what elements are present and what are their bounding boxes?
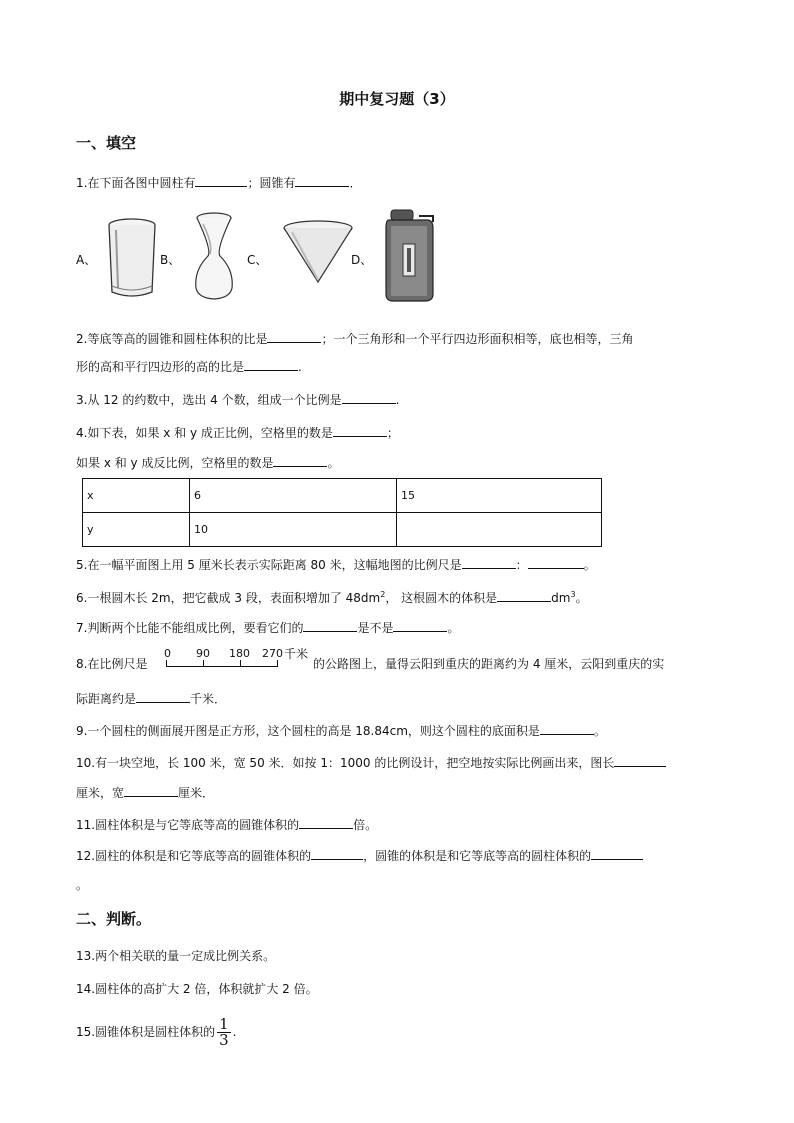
figure-label-c: C、	[247, 253, 268, 267]
question-11: 11.圆柱体积是与它等底等高的圆锥体积的 倍。	[76, 818, 378, 832]
answer-blank	[333, 424, 387, 437]
question-10-line-2: 厘米，宽 厘米．	[76, 786, 215, 800]
table-row	[83, 513, 602, 547]
section-heading-fill-blank: 一、填空	[76, 134, 137, 152]
answer-blank	[497, 589, 551, 602]
figure-label-d: D、	[351, 253, 373, 267]
cone-image	[280, 218, 356, 284]
answer-blank	[136, 690, 190, 703]
question-14: 14.圆柱体的高扩大 2 倍，体积就扩大 2 倍。	[76, 982, 318, 996]
answer-blank	[342, 391, 396, 404]
answer-blank	[591, 847, 643, 860]
answer-blank	[311, 847, 363, 860]
question-13: 13.两个相关联的量一定成比例关系。	[76, 949, 276, 963]
answer-blank	[393, 619, 447, 632]
answer-blank	[124, 784, 178, 797]
question-5: 5.在一幅平面图上用 5 厘米长表示实际距离 80 米，这幅地图的比例尺是 ： 。	[76, 558, 596, 572]
question-1: 1.在下面各图中圆柱有 ；圆锥有 ．	[76, 176, 362, 190]
answer-blank	[540, 722, 594, 735]
answer-blank	[244, 358, 298, 371]
cylinder-glass-image	[104, 216, 160, 302]
question-15: 15.圆锥体积是圆柱体积的 $\frac{1}{3}$ .	[76, 1015, 237, 1049]
answer-blank	[267, 330, 321, 343]
question-8-line-1-end: 的公路图上，量得云阳到重庆的距离约为 4 厘米，云阳到重庆的实	[313, 657, 665, 671]
question-3: 3.从 12 的约数中，选出 4 个数，组成一个比例是 .	[76, 393, 400, 407]
xy-table	[82, 478, 602, 547]
question-6: 6.一根圆木长 2m，把它截成 3 段，表面积增加了 $48dm^2$， 这根圆木的体积是 $dm^3$。	[76, 590, 588, 605]
answer-blank	[614, 754, 666, 767]
answer-blank	[528, 556, 584, 569]
answer-blank	[195, 174, 247, 187]
question-10-line-1: 10.有一块空地，长 100 米，宽 50 米．如按 1：1000 的比例设计，把空地按实际比例画出来，图长	[76, 754, 666, 771]
table-cell	[397, 513, 602, 547]
vase-image	[186, 210, 242, 302]
fraction-one-third: $\frac{1}{3}$	[219, 1015, 229, 1049]
question-12-line-1: 12.圆柱的体积是和它等底等高的圆锥体积的 ，圆锥的体积是和它等底等高的圆柱体积的	[76, 847, 643, 864]
answer-blank	[273, 454, 327, 467]
scale-bar: 0 90 180 270 千米	[158, 646, 318, 676]
figure-label-a: A、	[76, 253, 97, 267]
question-9: 9.一个圆柱的侧面展开图是正方形，这个圆柱的高是 18.84cm，则这个圆柱的底面积是 。	[76, 724, 606, 738]
question-12-line-2: 。	[76, 878, 89, 892]
figure-label-b: B、	[160, 253, 181, 267]
table-cell: 10	[190, 513, 397, 547]
question-7: 7.判断两个比能不能组成比例，要看它们的 是不是 。	[76, 621, 460, 635]
question-8-line-2: 际距离约是 千米．	[76, 692, 227, 706]
page-title: 期中复习题（3）	[339, 90, 455, 108]
section-heading-true-false: 二、判断。	[76, 910, 152, 928]
thermos-image	[383, 206, 437, 304]
question-2-line-2: 形的高和平行四边形的高的比是 .	[76, 360, 302, 374]
answer-blank	[295, 174, 349, 187]
table-cell: y	[83, 513, 190, 547]
answer-blank	[303, 619, 357, 632]
question-4-line-1: 4.如下表，如果 x 和 y 成正比例，空格里的数是 ；	[76, 426, 399, 440]
table-cell: x	[83, 479, 190, 513]
question-2-line-1: 2.等底等高的圆锥和圆柱体积的比是 ；一个三角形和一个平行四边形面积相等，底也相等，三角	[76, 332, 634, 346]
question-4-line-2: 如果 x 和 y 成反比例，空格里的数是 。	[76, 456, 340, 470]
answer-blank	[462, 556, 516, 569]
question-8-line-1-start: 8.在比例尺是	[76, 657, 148, 671]
table-cell: 15	[397, 479, 602, 513]
table-cell: 6	[190, 479, 397, 513]
table-row	[83, 479, 602, 513]
answer-blank	[299, 816, 353, 829]
